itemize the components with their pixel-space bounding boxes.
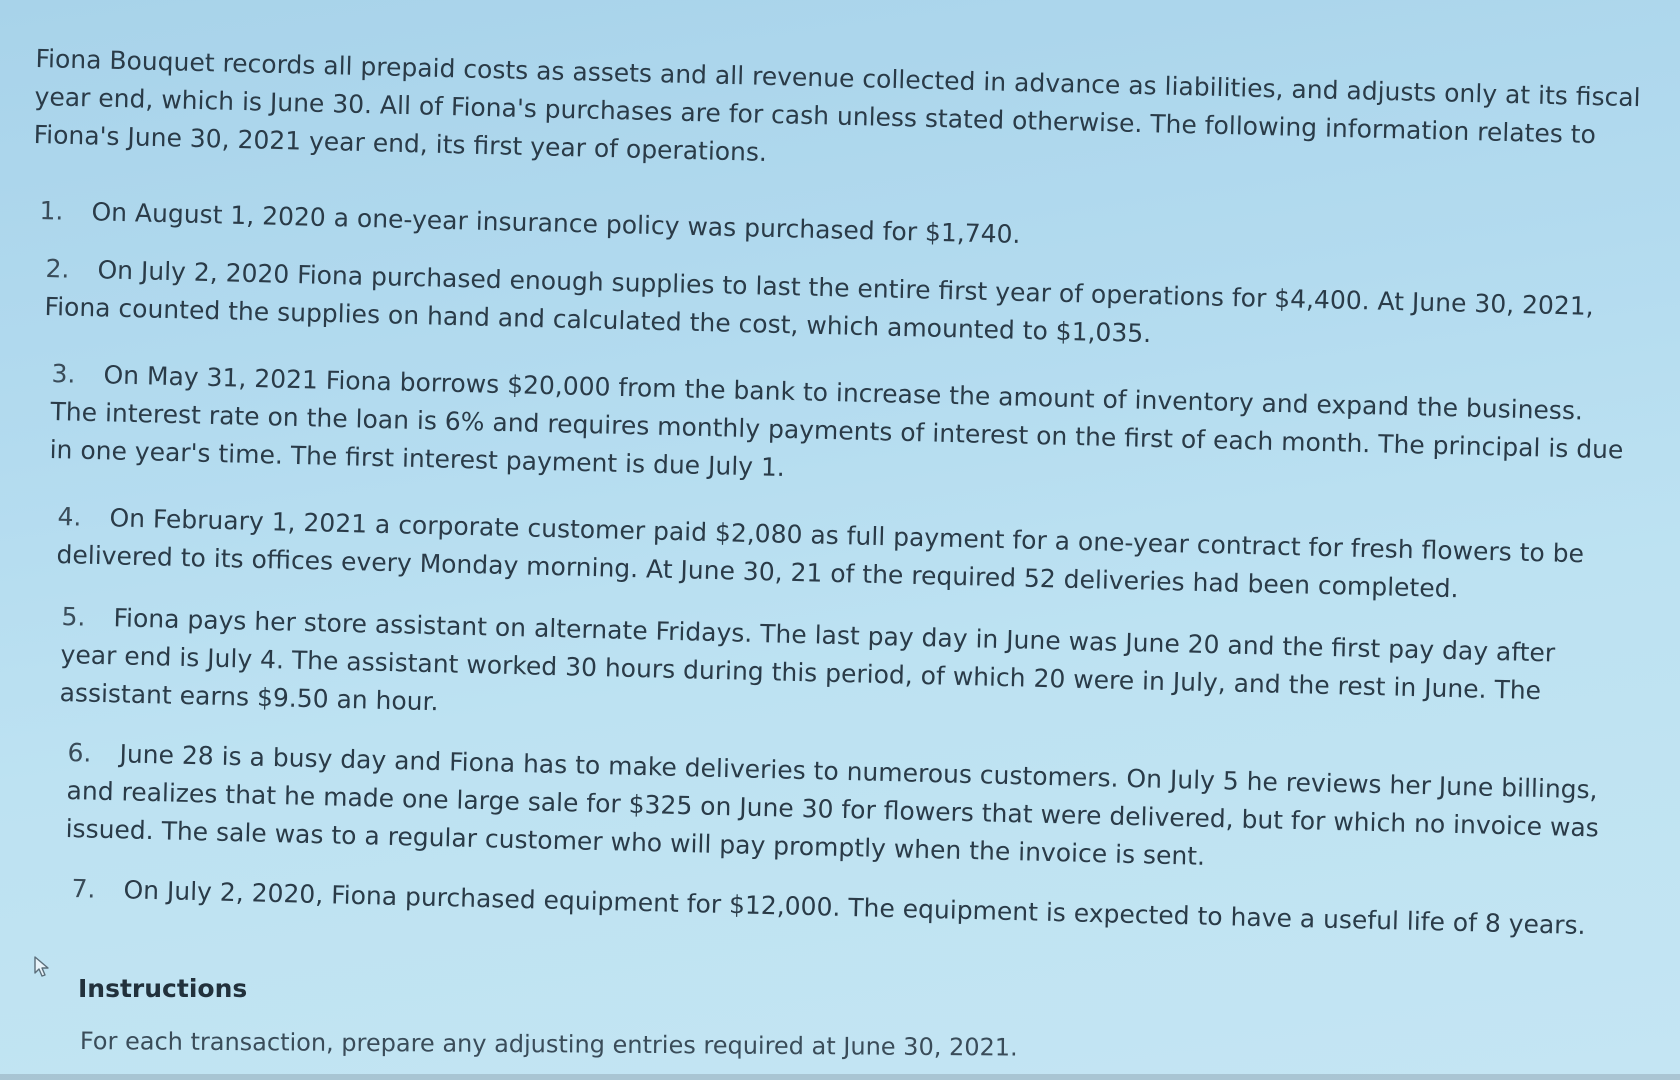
item-text: On July 2, 2020, Fiona purchased equipment for $12,000. The equipment is expected to have a useful life of 8 years. [123, 875, 1586, 940]
mouse-pointer-icon [33, 955, 53, 979]
screen-bottom-edge [0, 1074, 1680, 1080]
item-number: 5. [61, 601, 86, 632]
item-number: 1. [39, 195, 64, 226]
list-item-4 [56, 498, 1597, 612]
item-text: On July 2, 2020 Fiona purchased enough supplies to last the entire first year of operations for $4,400. At June 30, 2021, Fiona counted the supplies on hand and calculated the cost, which amounted to $1,035. [44, 255, 1594, 349]
instructions-heading: Instructions [78, 974, 248, 1003]
item-number: 4. [57, 501, 82, 532]
item-text: June 28 is a busy day and Fiona has to make deliveries to numerous customers. On July 5 he reviews her June billings, and realizes that he made one large sale for $325 on June 30 for flowers that were delivered, but for which no invoice was issued. The sale was to a regular customer who will pay promptly when the invoice is sent. [65, 739, 1600, 871]
list-item-3 [49, 355, 1631, 508]
item-number: 3. [51, 358, 76, 389]
item-text: On May 31, 2021 Fiona borrows $20,000 from the bank to increase the amount of inventory and expand the business. The interest rate on the loan is 6% and requires monthly payments of interest on the first of each month. The principal is due in one year's time. The first interest payment is due July 1. [49, 360, 1624, 482]
list-item-2 [44, 250, 1615, 364]
item-number: 7. [71, 873, 96, 904]
item-text: Fiona pays her store assistant on alternate Fridays. The last pay day in June was June 20 and the first pay day after year end is July 4. The assistant worked 30 hours during this period, of which 20 were in July, and the rest in June. The assistant earns $9.50 an hour. [59, 603, 1556, 717]
intro-paragraph: Fiona Bouquet records all prepaid costs as assets and all revenue collected in advance as liabilities, and adjusts only at its fiscal year end, which is June 30. All of Fiona's purchases are for cash unless stated otherwise. The following information relates to Fiona's June 30, 2021 year end, its first year of operations. [33, 43, 1641, 167]
list-item-6 [65, 734, 1622, 886]
item-number: 2. [45, 253, 70, 284]
list-item-7 [71, 870, 1631, 946]
list-item-5 [59, 598, 1596, 749]
item-text: On February 1, 2021 a corporate customer paid $2,080 as full payment for a one-year contract for fresh flowers to be delivered to its offices every Monday morning. At June 30, 21 of the required 52 deliveries had been completed. [56, 503, 1585, 604]
item-text: On August 1, 2020 a one-year insurance policy was purchased for $1,740. [91, 197, 1021, 249]
item-number: 6. [67, 737, 92, 768]
instructions-text: For each transaction, prepare any adjusting entries required at June 30, 2021. [79, 1027, 1018, 1062]
